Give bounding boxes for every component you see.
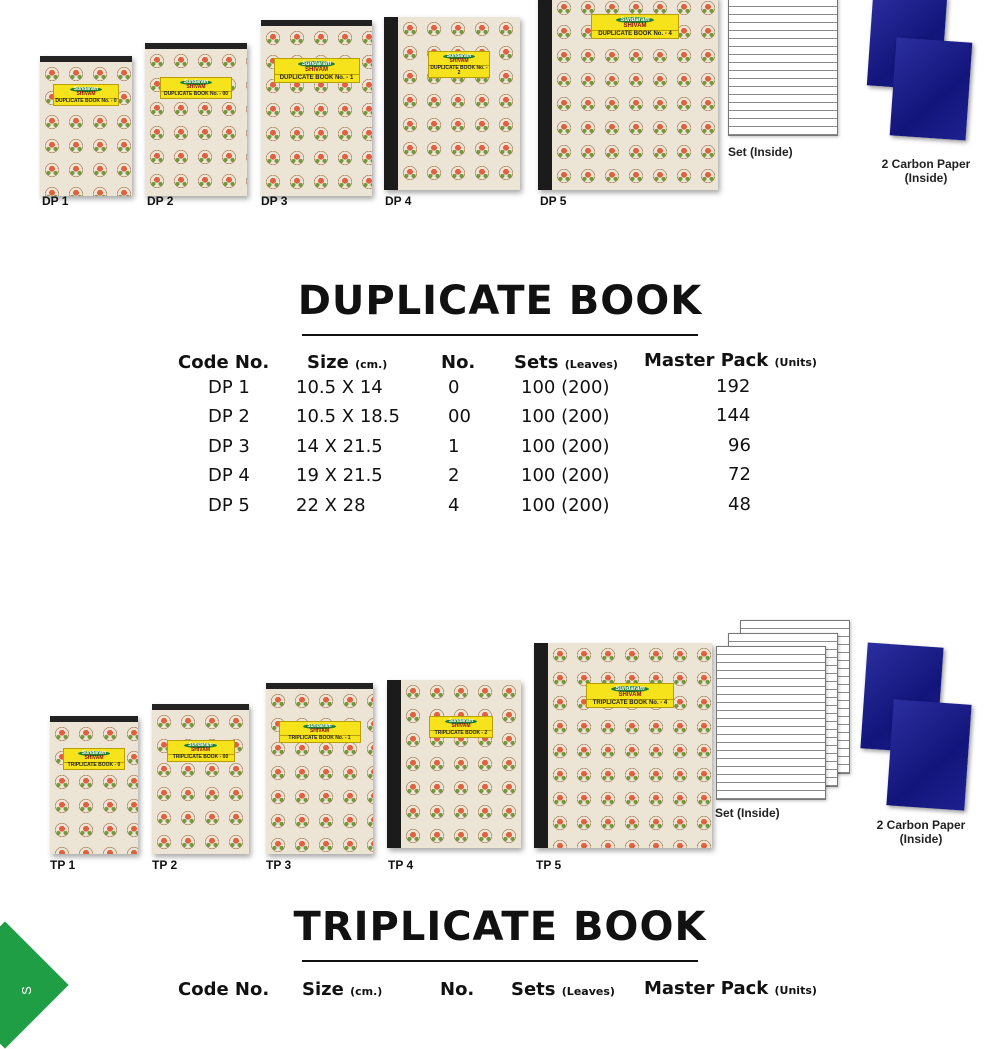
col-header-sets: Sets (Leaves) bbox=[511, 979, 615, 1000]
col-header-no: No. bbox=[440, 979, 475, 1000]
brand-logo: Sundaram bbox=[180, 80, 212, 85]
duplicate-divider bbox=[302, 334, 698, 336]
notebook-tp4: Sundaram SHIVAM TRIPLICATE BOOK - 2 bbox=[387, 680, 521, 848]
col-header-size: Size (cm.) bbox=[302, 979, 383, 1000]
notebook-dp2: Sundaram SHIVAM DUPLICATE BOOK No. - 00 bbox=[145, 43, 247, 196]
brand-logo: Sundaram bbox=[184, 743, 216, 748]
code-label-tp3: TP 3 bbox=[266, 858, 292, 872]
carbon-caption: 2 Carbon Paper (Inside) bbox=[876, 818, 966, 846]
code-label-dp5: DP 5 bbox=[540, 194, 567, 208]
notebook-tp5: Sundaram SHIVAM TRIPLICATE BOOK No. - 4 bbox=[534, 643, 712, 848]
col-header-size: Size (cm.) bbox=[307, 352, 388, 373]
brand-logo: Sundaram bbox=[298, 61, 335, 67]
inner-set-sheet bbox=[728, 0, 838, 136]
brand-logo: Sundaram bbox=[443, 54, 475, 59]
col-header-pack: Master Pack (Units) bbox=[644, 978, 817, 999]
carbon-paper-front bbox=[890, 37, 973, 140]
triplicate-title: TRIPLICATE BOOK bbox=[293, 904, 707, 950]
notebook-dp3: Sundaram SHIVAM DUPLICATE BOOK No. - 1 bbox=[261, 20, 372, 196]
notebook-tp3: Sundaram SHIVAM TRIPLICATE BOOK No. - 1 bbox=[266, 683, 373, 854]
brand-logo: Sundaram bbox=[616, 17, 653, 23]
code-label-dp3: DP 3 bbox=[261, 194, 288, 208]
brand-logo: Sundaram bbox=[445, 719, 477, 724]
triplicate-divider bbox=[302, 960, 698, 962]
notebook-dp1: Sundaram SHIVAM DUPLICATE BOOK No. - 0 bbox=[40, 56, 132, 196]
code-label-dp4: DP 4 bbox=[385, 194, 412, 208]
duplicate-title: DUPLICATE BOOK bbox=[297, 278, 703, 324]
brand-logo: Sundaram bbox=[611, 686, 648, 692]
brand-logo: Sundaram bbox=[303, 724, 335, 729]
col-header-no: No. bbox=[441, 352, 476, 373]
carbon-paper-front bbox=[886, 699, 971, 810]
brand-logo: Sundaram bbox=[78, 751, 110, 756]
code-label-tp2: TP 2 bbox=[152, 858, 178, 872]
carbon-caption: 2 Carbon Paper (Inside) bbox=[881, 157, 971, 185]
notebook-dp5: Sundaram SHIVAM DUPLICATE BOOK No. - 4 bbox=[538, 0, 718, 190]
notebook-tp2: Sundaram SHIVAM TRIPLICATE BOOK - 00 bbox=[152, 704, 249, 854]
col-header-code: Code No. bbox=[178, 352, 270, 373]
code-label-dp2: DP 2 bbox=[147, 194, 174, 208]
col-header-code: Code No. bbox=[178, 979, 270, 1000]
set-caption: Set (Inside) bbox=[728, 145, 793, 159]
code-label-dp1: DP 1 bbox=[42, 194, 69, 208]
set-caption: Set (Inside) bbox=[715, 806, 780, 820]
code-label-tp1: TP 1 bbox=[50, 858, 76, 872]
inner-set-sheet-front bbox=[716, 646, 826, 800]
brand-logo: Sundaram bbox=[70, 87, 102, 92]
col-header-pack: Master Pack (Units) bbox=[644, 350, 817, 371]
code-label-tp4: TP 4 bbox=[388, 858, 414, 872]
notebook-dp4: Sundaram SHIVAM DUPLICATE BOOK No. - 2 bbox=[384, 17, 520, 190]
corner-letter: S bbox=[18, 986, 34, 995]
notebook-tp1: Sundaram SHIVAM TRIPLICATE BOOK - 0 bbox=[50, 716, 138, 854]
code-label-tp5: TP 5 bbox=[536, 858, 562, 872]
col-header-sets: Sets (Leaves) bbox=[514, 352, 618, 373]
